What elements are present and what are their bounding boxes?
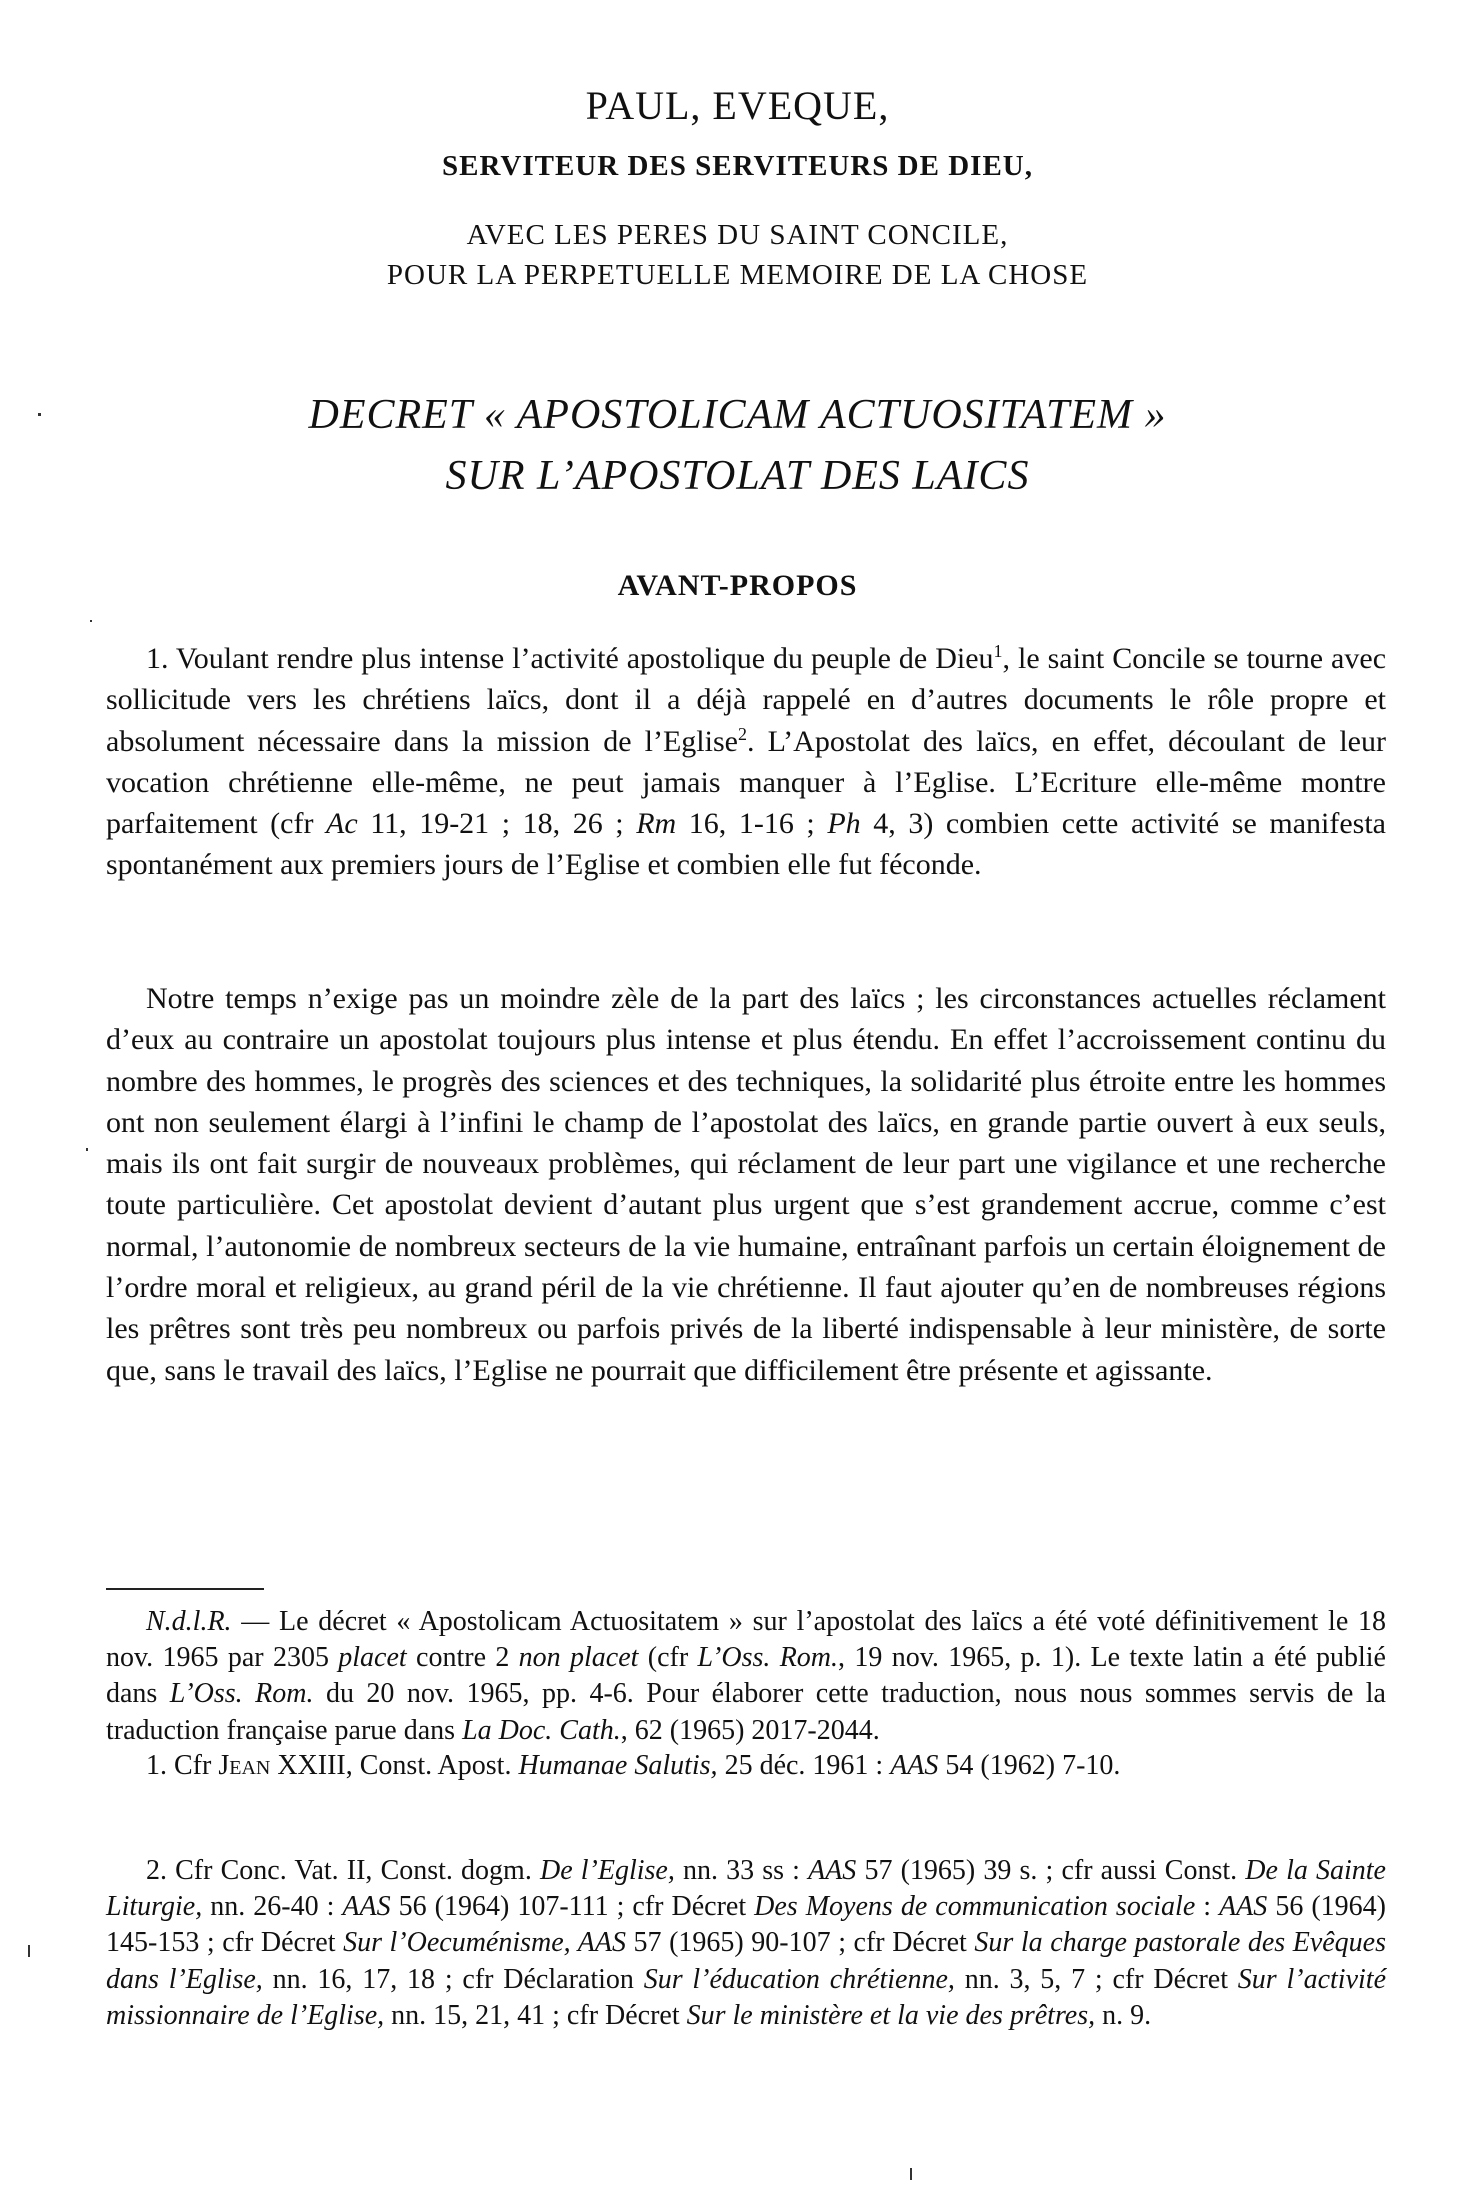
scan-speck: [910, 2168, 912, 2180]
footnote-separator: [106, 1588, 264, 1590]
author-subtitle: SERVITEUR DES SERVITEURS DE DIEU,: [442, 150, 1033, 182]
scan-speck: [86, 1148, 88, 1151]
scan-speck: [38, 413, 41, 416]
author-line: PAUL, EVEQUE,: [585, 83, 890, 128]
section-heading: AVANT-PROPOS: [617, 569, 858, 602]
decree-subtitle: SUR L’APOSTOLAT DES LAICS: [445, 453, 1030, 499]
scan-speck: [28, 1945, 30, 1957]
memorial-line: POUR LA PERPETUELLE MEMOIRE DE LA CHOSE: [386, 259, 1089, 291]
footnote-2: 2. Cfr Conc. Vat. II, Const. dogm. De l’Eglise, nn. 33 ss : AAS 57 (1965) 39 s. ; cfr aussi Const. De la Sainte Liturgie, nn. 26-40 : AAS 56 (1964) 107-111 ; cfr Décret Des Moyens de communication sociale : AAS 56 (1964) 145-153 ; cfr Décret Sur l’Oecuménisme, AAS 57 (1965) 90-107 ; cfr Décret Sur la charge pastorale des Evêques dans l’Eglise, nn. 16, 17, 18 ; cfr Déclaration Sur l’éducation chrétienne, nn. 3, 5, 7 ; cfr Décret Sur l’activité missionnaire de l’Eglise, nn. 15, 21, 41 ; cfr Décret Sur le ministère et la vie des prêtres, n. 9.: [106, 1855, 1387, 2031]
paragraph-1: 1. Voulant rendre plus intense l’activité apostolique du peuple de Dieu$^1$, le saint Concile se tourne avec sollicitude vers les chrétiens laïcs, dont il a déjà rappelé en d’autres documents le rôle propre et absolument nécessaire dans la mission de l’Eglise$^2$. L’Apostolat des laïcs, en effet, découlant de leur vocation chrétienne elle-même, ne peut jamais manquer à l’Eglise. L’Ecriture elle-même montre parfaitement (cfr Ac 11, 19-21 ; 18, 26 ; Rm 16, 1-16 ; Ph 4, 3) combien cette activité se manifesta spontanément aux premiers jours de l’Eglise et combien elle fut féconde.: [106, 641, 1387, 882]
paragraph-2: Notre temps n’exige pas un moindre zèle de la part des laïcs ; les circonstances actuelles réclament d’eux au contraire un apostolat toujours plus intense et plus étendu. En effet l’accroissement continu du nombre des hommes, le progrès des sciences et des techniques, la solidarité plus étroite entre les hommes ont non seulement élargi à l’infini le champ de l’apostolat des laïcs, en grande partie ouvert à eux seuls, mais ils ont fait surgir de nouveaux problèmes, qui réclament de leur part une vigilance et une recherche toute particulière. Cet apostolat devient d’autant plus urgent que s’est grandement accrue, comme c’est normal, l’autonomie de nombreux secteurs de la vie humaine, entraînant parfois un certain éloignement de l’ordre moral et religieux, au grand péril de la vie chrétienne. Il faut ajouter qu’en de nombreuses régions les prêtres sont très peu nombreux ou parfois privés de la liberté indispensable à leur ministère, de sorte que, sans le travail des laïcs, l’Eglise ne pourrait que difficilement être présente et agissante.: [106, 982, 1386, 1387]
editor-note: N.d.l.R. — Le décret « Apostolicam Actuositatem » sur l’apostolat des laïcs a été voté définitivement le 18 nov. 1965 par 2305 placet contre 2 non placet (cfr L’Oss. Rom., 19 nov. 1965, p. 1). Le texte latin a été publié dans L’Oss. Rom. du 20 nov. 1965, pp. 4-6. Pour élaborer cette traduction, nous nous sommes servis de la traduction française parue dans La Doc. Cath., 62 (1965) 2017-2044.: [106, 1606, 1386, 1746]
footnote-1: 1. Cfr Jean XXIII, Const. Apost. Humanae Salutis, 25 déc. 1961 : AAS 54 (1962) 7-10.: [146, 1750, 1121, 1781]
council-line: AVEC LES PERES DU SAINT CONCILE,: [466, 219, 1009, 251]
scan-speck: [90, 620, 92, 622]
footnote-ref-1: 1: [993, 641, 1003, 661]
footnote-ref-2: 2: [737, 723, 747, 744]
decree-title: DECRET « APOSTOLICAM ACTUOSITATEM »: [308, 392, 1167, 438]
